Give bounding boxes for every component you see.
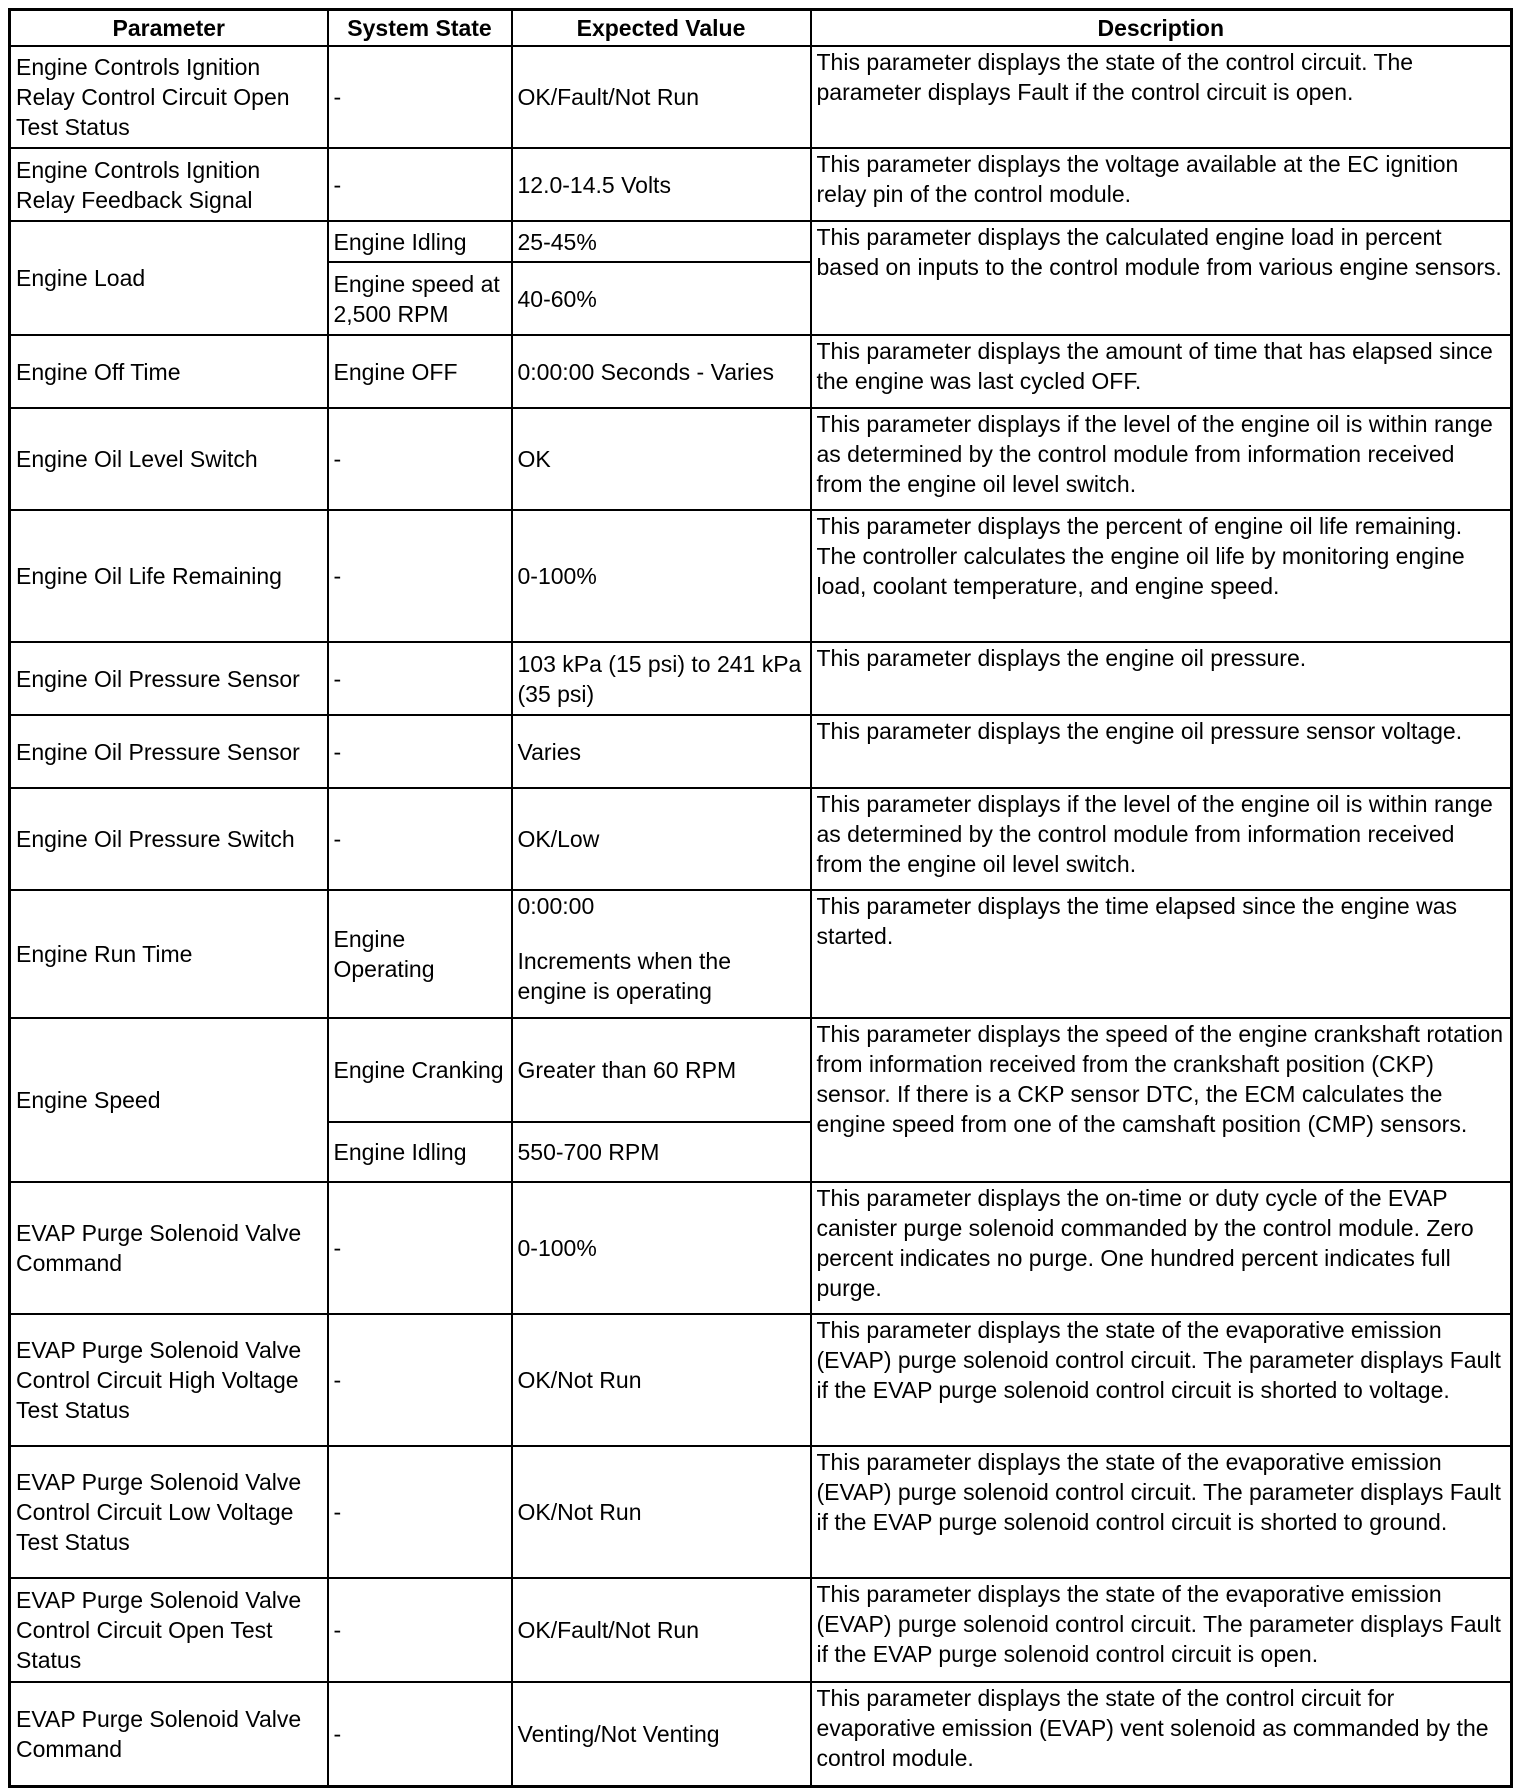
system-state-cell: Engine OFF <box>328 335 512 408</box>
system-state-cell: Engine Idling <box>328 221 512 262</box>
expected-value-cell: 25-45% <box>512 221 811 262</box>
parameter-cell: Engine Run Time <box>10 890 328 1018</box>
table-row <box>10 890 1512 1018</box>
expected-value-cell: OK/Fault/Not Run <box>512 46 811 148</box>
system-state-cell: - <box>328 715 512 788</box>
header-expected-value: Expected Value <box>512 10 811 47</box>
expected-value-cell: OK/Not Run <box>512 1446 811 1578</box>
system-state-cell: - <box>328 1446 512 1578</box>
expected-value-cell: Greater than 60 RPM <box>512 1018 811 1122</box>
table-row <box>10 1682 1512 1786</box>
expected-value-cell: OK/Fault/Not Run <box>512 1578 811 1682</box>
system-state-cell: Engine Cranking <box>328 1018 512 1122</box>
parameter-table <box>8 8 1513 1788</box>
expected-value-cell: OK/Low <box>512 788 811 890</box>
system-state-cell: - <box>328 510 512 642</box>
table-row <box>10 510 1512 642</box>
system-state-cell: Engine speed at 2,500 RPM <box>328 262 512 335</box>
expected-value-cell: 0:00:00 Seconds - Varies <box>512 335 811 408</box>
table-row <box>10 1182 1512 1314</box>
expected-value-cell: 0-100% <box>512 510 811 642</box>
description-cell: This parameter displays the state of the evaporative emission (EVAP) purge solenoid control circuit. The parameter displays Fault if the EVAP purge solenoid control circuit is open. <box>811 1578 1512 1682</box>
description-cell: This parameter displays the time elapsed since the engine was started. <box>811 890 1512 1018</box>
parameter-cell: EVAP Purge Solenoid Valve Control Circuit High Voltage Test Status <box>10 1314 328 1446</box>
system-state-cell: - <box>328 408 512 510</box>
expected-value-cell: Venting/Not Venting <box>512 1682 811 1786</box>
description-cell: This parameter displays the voltage available at the EC ignition relay pin of the control module. <box>811 148 1512 221</box>
parameter-cell: EVAP Purge Solenoid Valve Control Circuit Open Test Status <box>10 1578 328 1682</box>
parameter-cell: Engine Speed <box>10 1018 328 1182</box>
header-description: Description <box>811 10 1512 47</box>
expected-value-cell: 12.0-14.5 Volts <box>512 148 811 221</box>
expected-value-cell: Varies <box>512 715 811 788</box>
expected-value-cell: 550-700 RPM <box>512 1122 811 1182</box>
parameter-cell: Engine Oil Level Switch <box>10 408 328 510</box>
header-system-state: System State <box>328 10 512 47</box>
expected-value-note: Increments when the engine is operating <box>517 948 732 1004</box>
description-cell: This parameter displays the percent of engine oil life remaining. The controller calculates the engine oil life by monitoring engine load, coolant temperature, and engine speed. <box>811 510 1512 642</box>
expected-value-cell: 103 kPa (15 psi) to 241 kPa (35 psi) <box>512 642 811 715</box>
description-cell: This parameter displays the state of the evaporative emission (EVAP) purge solenoid control circuit. The parameter displays Fault if the EVAP purge solenoid control circuit is shorted to voltage. <box>811 1314 1512 1446</box>
parameter-cell: EVAP Purge Solenoid Valve Control Circuit Low Voltage Test Status <box>10 1446 328 1578</box>
description-cell: This parameter displays the engine oil pressure sensor voltage. <box>811 715 1512 788</box>
table-row <box>10 788 1512 890</box>
table-row <box>10 715 1512 788</box>
description-cell: This parameter displays the calculated engine load in percent based on inputs to the control module from various engine sensors. <box>811 221 1512 335</box>
table-row <box>10 1578 1512 1682</box>
system-state-cell: - <box>328 1578 512 1682</box>
system-state-cell: Engine Operating <box>328 890 512 1018</box>
system-state-cell: - <box>328 788 512 890</box>
system-state-cell: - <box>328 46 512 148</box>
description-cell: This parameter displays the speed of the engine crankshaft rotation from information received from the crankshaft position (CKP) sensor. If there is a CKP sensor DTC, the ECM calculates the engine speed from one of the camshaft position (CMP) sensors. <box>811 1018 1512 1182</box>
table-row <box>10 1446 1512 1578</box>
header-row <box>10 10 1512 47</box>
expected-value-text: 0:00:00 <box>517 893 595 919</box>
system-state-cell: - <box>328 148 512 221</box>
description-cell: This parameter displays the on-time or duty cycle of the EVAP canister purge solenoid commanded by the control module. Zero percent indicates no purge. One hundred percent indicates full purge. <box>811 1182 1512 1314</box>
system-state-cell: - <box>328 1182 512 1314</box>
parameter-cell: Engine Load <box>10 221 328 335</box>
expected-value-cell: 0-100% <box>512 1182 811 1314</box>
description-cell: This parameter displays if the level of the engine oil is within range as determined by the control module from information received from the engine oil level switch. <box>811 408 1512 510</box>
header-parameter: Parameter <box>10 10 328 47</box>
parameter-cell: EVAP Purge Solenoid Valve Command <box>10 1682 328 1786</box>
expected-value-cell: 40-60% <box>512 262 811 335</box>
table-row <box>10 148 1512 221</box>
table-row <box>10 642 1512 715</box>
parameter-cell: EVAP Purge Solenoid Valve Command <box>10 1182 328 1314</box>
parameter-cell: Engine Off Time <box>10 335 328 408</box>
description-cell: This parameter displays the state of the evaporative emission (EVAP) purge solenoid control circuit. The parameter displays Fault if the EVAP purge solenoid control circuit is shorted to ground. <box>811 1446 1512 1578</box>
expected-value-cell <box>512 890 811 1018</box>
expected-value-cell: OK/Not Run <box>512 1314 811 1446</box>
parameter-cell: Engine Controls Ignition Relay Feedback Signal <box>10 148 328 221</box>
system-state-cell: - <box>328 1314 512 1446</box>
system-state-cell: - <box>328 1682 512 1786</box>
parameter-cell: Engine Oil Pressure Sensor <box>10 642 328 715</box>
table-row <box>10 408 1512 510</box>
parameter-cell: Engine Oil Pressure Switch <box>10 788 328 890</box>
description-cell: This parameter displays the state of the control circuit for evaporative emission (EVAP) vent solenoid as commanded by the control module. <box>811 1682 1512 1786</box>
table-row <box>10 221 1512 262</box>
description-cell: This parameter displays the state of the control circuit. The parameter displays Fault if the control circuit is open. <box>811 46 1512 148</box>
system-state-cell: - <box>328 642 512 715</box>
parameter-cell: Engine Oil Pressure Sensor <box>10 715 328 788</box>
system-state-cell: Engine Idling <box>328 1122 512 1182</box>
table-row <box>10 46 1512 148</box>
table-row <box>10 335 1512 408</box>
description-cell: This parameter displays the engine oil pressure. <box>811 642 1512 715</box>
expected-value-cell: OK <box>512 408 811 510</box>
description-cell: This parameter displays if the level of the engine oil is within range as determined by the control module from information received from the engine oil level switch. <box>811 788 1512 890</box>
description-cell: This parameter displays the amount of time that has elapsed since the engine was last cycled OFF. <box>811 335 1512 408</box>
parameter-cell: Engine Controls Ignition Relay Control Circuit Open Test Status <box>10 46 328 148</box>
table-row <box>10 1018 1512 1122</box>
table-row <box>10 1314 1512 1446</box>
parameter-cell: Engine Oil Life Remaining <box>10 510 328 642</box>
